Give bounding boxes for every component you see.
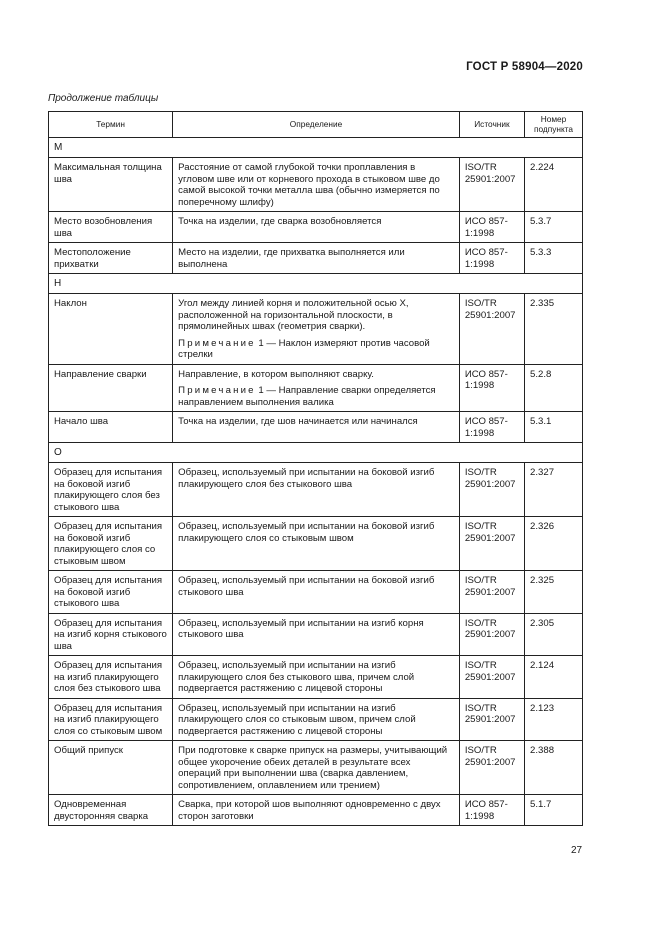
- definition-cell: [173, 294, 460, 365]
- term-cell: Наклон: [49, 294, 173, 365]
- number-cell: 2.326: [525, 517, 583, 571]
- definition-text: Образец, используемый при испытании на боковой изгиб стыкового шва: [178, 575, 435, 598]
- section-letter-row: [49, 138, 583, 158]
- number-cell: 2.327: [525, 463, 583, 517]
- number-cell: 5.1.7: [525, 795, 583, 826]
- definition-text: Точка на изделии, где шов начинается или начинался: [178, 416, 418, 427]
- terms-table: [48, 111, 583, 826]
- term-cell: Образец для испытания на изгиб плакирующего слоя со стыковым швом: [49, 698, 173, 741]
- definition-note: [178, 385, 454, 408]
- definition-cell: [173, 158, 460, 212]
- term-cell: Место возобновления шва: [49, 212, 173, 243]
- page-number: 27: [571, 845, 583, 856]
- term-cell: Образец для испытания на боковой изгиб стыкового шва: [49, 571, 173, 614]
- column-header-definition: Определение: [173, 112, 460, 138]
- definition-text: Направление, в котором выполняют сварку.: [178, 368, 374, 380]
- definition-cell: [173, 243, 460, 274]
- source-cell: ИСО 857-1:1998: [459, 412, 524, 443]
- source-cell: ИСО 857-1:1998: [459, 364, 524, 412]
- table-row: [49, 656, 583, 699]
- table-row: [49, 698, 583, 741]
- term-cell: Образец для испытания на изгиб корня стыкового шва: [49, 613, 173, 656]
- table-row: [49, 294, 583, 365]
- source-cell: ISO/TR 25901:2007: [459, 698, 524, 741]
- definition-text: При подготовке к сварке припуск на размеры, учитывающий общее укорочение обеих деталей в результате всех операций при выполнении шва (сварка давлением, сопротивлением, оплавлением или трением): [178, 745, 448, 791]
- table-row: [49, 364, 583, 412]
- table-row: [49, 158, 583, 212]
- number-cell: 2.325: [525, 571, 583, 614]
- term-cell: Начало шва: [49, 412, 173, 443]
- section-letter-row: [49, 443, 583, 463]
- definition-cell: [173, 613, 460, 656]
- source-cell: ISO/TR 25901:2007: [459, 656, 524, 699]
- source-cell: ISO/TR 25901:2007: [459, 294, 524, 365]
- definition-text: Образец, используемый при испытании на изгиб плакирующего слоя со стыковым швом, причем слой подвергается растяжению с лицевой стороны: [178, 702, 416, 737]
- number-cell: 2.335: [525, 294, 583, 365]
- term-cell: Направление сварки: [49, 364, 173, 412]
- definition-cell: [173, 656, 460, 699]
- section-letter: Н: [49, 274, 583, 294]
- definition-text: Угол между линией корня и положительной осью X, расположенной на горизонтальной плоскости, в прямолинейных швах (геометрия сварки).: [178, 298, 409, 332]
- number-cell: 5.3.7: [525, 212, 583, 243]
- table-row: [49, 463, 583, 517]
- table-row: [49, 741, 583, 795]
- column-header-source: Источник: [459, 112, 524, 138]
- source-cell: ISO/TR 25901:2007: [459, 741, 524, 795]
- number-cell: 2.305: [525, 613, 583, 656]
- definition-cell: [173, 795, 460, 826]
- table-row: [49, 243, 583, 274]
- note-text: 1 — Направление сварки определяется направлением выполнения валика: [178, 385, 436, 408]
- number-cell: 2.388: [525, 741, 583, 795]
- number-cell: 2.224: [525, 158, 583, 212]
- definition-text: Точка на изделии, где сварка возобновляется: [178, 216, 382, 227]
- table-body: [49, 138, 583, 826]
- definition-cell: [173, 212, 460, 243]
- definition-text: Сварка, при которой шов выполняют одновременно с двух сторон заготовки: [178, 799, 441, 822]
- definition-cell: [173, 741, 460, 795]
- definition-text: Образец, используемый при испытании на боковой изгиб плакирующего слоя без стыкового шва: [178, 467, 435, 490]
- definition-cell: [173, 571, 460, 614]
- definition-text: Место на изделии, где прихватка выполняется или выполнена: [178, 247, 405, 270]
- source-cell: ISO/TR 25901:2007: [459, 463, 524, 517]
- number-cell: 2.123: [525, 698, 583, 741]
- term-cell: Образец для испытания на боковой изгиб плакирующего слоя без стыкового шва: [49, 463, 173, 517]
- definition-cell: [173, 698, 460, 741]
- term-cell: Максимальная толщина шва: [49, 158, 173, 212]
- table-header-row: [49, 112, 583, 138]
- note-label: Примечание: [178, 385, 256, 396]
- table-row: [49, 613, 583, 656]
- table-row: [49, 517, 583, 571]
- number-cell: 2.124: [525, 656, 583, 699]
- term-cell: Образец для испытания на изгиб плакирующего слоя без стыкового шва: [49, 656, 173, 699]
- source-cell: ISO/TR 25901:2007: [459, 571, 524, 614]
- source-cell: ISO/TR 25901:2007: [459, 158, 524, 212]
- term-cell: Местоположение прихватки: [49, 243, 173, 274]
- definition-cell: [173, 412, 460, 443]
- source-cell: ИСО 857-1:1998: [459, 243, 524, 274]
- number-cell: 5.2.8: [525, 364, 583, 412]
- source-cell: ISO/TR 25901:2007: [459, 613, 524, 656]
- term-cell: Общий припуск: [49, 741, 173, 795]
- definition-text: Образец, используемый при испытании на изгиб плакирующего слоя без стыкового шва, причем слой подвергается растяжению с лицевой стороны: [178, 660, 415, 694]
- term-cell: Образец для испытания на боковой изгиб плакирующего слоя со стыковым швом: [49, 517, 173, 571]
- table-row: [49, 795, 583, 826]
- table-row: [49, 412, 583, 443]
- source-cell: ИСО 857-1:1998: [459, 795, 524, 826]
- document-code: ГОСТ Р 58904—2020: [466, 61, 583, 73]
- column-header-term: Термин: [49, 112, 173, 138]
- term-cell: Одновременная двусторонняя сварка: [49, 795, 173, 826]
- source-cell: ISO/TR 25901:2007: [459, 517, 524, 571]
- table-row: [49, 571, 583, 614]
- definition-text: Образец, используемый при испытании на изгиб корня стыкового шва: [178, 617, 424, 640]
- definition-text: Образец, используемый при испытании на боковой изгиб плакирующего слоя со стыковым швом: [178, 521, 435, 544]
- definition-cell: [173, 517, 460, 571]
- definition-note: [178, 338, 454, 361]
- table-row: [49, 212, 583, 243]
- section-letter-row: [49, 274, 583, 294]
- table-continuation-label: Продолжение таблицы: [48, 93, 159, 104]
- number-cell: 5.3.3: [525, 243, 583, 274]
- note-label: Примечание: [178, 337, 256, 349]
- definition-cell: [173, 463, 460, 517]
- definition-text: Расстояние от самой глубокой точки проплавления в угловом шве или от корневого прохода в стыковом шве до самой высокой точки металла шва (обычно измеряется по поперечному шлифу): [178, 162, 440, 208]
- source-cell: ИСО 857-1:1998: [459, 212, 524, 243]
- number-cell: 5.3.1: [525, 412, 583, 443]
- section-letter: О: [49, 443, 583, 463]
- definition-cell: [173, 364, 460, 412]
- section-letter: М: [49, 138, 583, 158]
- note-text: 1 — Наклон измеряют против часовой стрелки: [178, 337, 430, 360]
- column-header-number: Номер подпункта: [525, 112, 583, 138]
